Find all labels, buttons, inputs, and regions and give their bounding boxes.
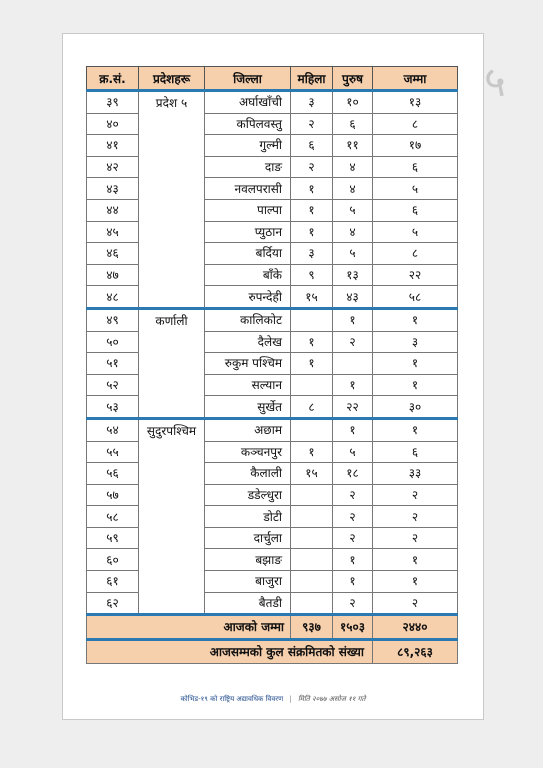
footer-title: कोभिड-१९ को राष्ट्रिय अद्यावधिक विवरण: [180, 695, 284, 703]
cell-total: १: [373, 353, 458, 375]
cell-serial: ५५: [87, 441, 139, 463]
cell-male: १: [333, 308, 373, 331]
cell-female: [291, 592, 333, 615]
cell-total: ३०: [373, 396, 458, 419]
cell-male: १: [333, 418, 373, 441]
cell-female: [291, 308, 333, 331]
header-total: जम्मा: [373, 67, 458, 91]
cell-female: [291, 506, 333, 528]
cell-male: २: [333, 506, 373, 528]
cell-province: सुदुरपश्चिम: [139, 418, 205, 614]
cell-female: ३: [291, 91, 333, 114]
header-male: पुरुष: [333, 67, 373, 91]
page-footer: [63, 695, 483, 704]
cell-male: २: [333, 484, 373, 506]
cell-female: [291, 418, 333, 441]
cell-male: २२: [333, 396, 373, 419]
cell-total: ६: [373, 199, 458, 221]
cell-male: १८: [333, 463, 373, 485]
header-serial: क्र.सं.: [87, 67, 139, 91]
cell-district: नवलपरासी: [205, 178, 291, 200]
cell-district: कञ्चनपुर: [205, 441, 291, 463]
cell-male: १०: [333, 91, 373, 114]
cell-female: १: [291, 441, 333, 463]
cell-district: रुपन्देही: [205, 286, 291, 309]
cell-female: २: [291, 156, 333, 178]
table-row: [87, 418, 458, 441]
cell-total: १: [373, 571, 458, 593]
cell-total: ८: [373, 113, 458, 135]
cell-district: रुकुम पश्चिम: [205, 353, 291, 375]
cell-total: १: [373, 549, 458, 571]
cell-female: [291, 549, 333, 571]
cell-district: दार्चुला: [205, 527, 291, 549]
cell-district: सुर्खेत: [205, 396, 291, 419]
cell-province: कर्णाली: [139, 308, 205, 418]
cell-district: बाजुरा: [205, 571, 291, 593]
cell-district: कपिलवस्तु: [205, 113, 291, 135]
cell-total: १३: [373, 91, 458, 114]
cell-district: दाङ: [205, 156, 291, 178]
cell-serial: ५४: [87, 418, 139, 441]
cell-serial: ४२: [87, 156, 139, 178]
cell-serial: ४५: [87, 221, 139, 243]
cell-male: १: [333, 571, 373, 593]
cell-serial: ५७: [87, 484, 139, 506]
cell-male: २: [333, 592, 373, 615]
today-total-male: १५०३: [333, 615, 373, 640]
cell-serial: ५६: [87, 463, 139, 485]
cell-male: २: [333, 527, 373, 549]
today-total-female: ९३७: [291, 615, 333, 640]
cell-female: ८: [291, 396, 333, 419]
document-page: [62, 33, 484, 720]
header-female: महिला: [291, 67, 333, 91]
cell-male: १: [333, 549, 373, 571]
cell-district: बाँके: [205, 264, 291, 286]
cell-district: दैलेख: [205, 331, 291, 353]
footer-date: मिति २०७७ असोज ११ गते: [297, 695, 366, 703]
cell-province: प्रदेश ५: [139, 91, 205, 309]
cell-male: ५: [333, 243, 373, 265]
cell-female: १: [291, 221, 333, 243]
cell-female: ३: [291, 243, 333, 265]
cell-serial: ५८: [87, 506, 139, 528]
cell-male: ५: [333, 441, 373, 463]
cell-district: सल्यान: [205, 374, 291, 396]
cumulative-label: आजसम्मको कुल संक्रमितको संख्या: [87, 640, 373, 664]
table-header-row: [87, 67, 458, 91]
cell-female: २: [291, 113, 333, 135]
cell-total: १: [373, 374, 458, 396]
cell-total: १: [373, 418, 458, 441]
cell-serial: ५२: [87, 374, 139, 396]
cell-serial: ६१: [87, 571, 139, 593]
cell-serial: ४९: [87, 308, 139, 331]
cell-total: २: [373, 592, 458, 615]
cell-total: ५: [373, 221, 458, 243]
cell-district: डोटी: [205, 506, 291, 528]
header-province: प्रदेशहरू: [139, 67, 205, 91]
cell-serial: ६२: [87, 592, 139, 615]
cell-total: ६: [373, 156, 458, 178]
cell-male: २: [333, 331, 373, 353]
cell-serial: ४८: [87, 286, 139, 309]
cell-district: बर्दिया: [205, 243, 291, 265]
cell-total: ६: [373, 441, 458, 463]
cell-serial: ५०: [87, 331, 139, 353]
cell-male: ४३: [333, 286, 373, 309]
table-row: [87, 308, 458, 331]
cell-serial: ४३: [87, 178, 139, 200]
cell-female: [291, 484, 333, 506]
cell-total: २: [373, 484, 458, 506]
cumulative-value: ८९,२६३: [373, 640, 458, 664]
today-total-all: २४४०: [373, 615, 458, 640]
cell-serial: ५१: [87, 353, 139, 375]
cell-male: ४: [333, 156, 373, 178]
cell-total: ५८: [373, 286, 458, 309]
cell-total: २: [373, 527, 458, 549]
cell-serial: ४४: [87, 199, 139, 221]
cell-serial: ४०: [87, 113, 139, 135]
today-total-row: [87, 615, 458, 640]
cell-district: अर्घाखाँची: [205, 91, 291, 114]
cell-district: कालिकोट: [205, 308, 291, 331]
table-row: [87, 91, 458, 114]
cell-total: ८: [373, 243, 458, 265]
cell-total: ५: [373, 178, 458, 200]
cell-female: १५: [291, 286, 333, 309]
cell-serial: ४१: [87, 135, 139, 157]
cell-total: ३३: [373, 463, 458, 485]
cell-male: [333, 353, 373, 375]
cell-district: कैलाली: [205, 463, 291, 485]
cell-district: बझाङ: [205, 549, 291, 571]
district-case-table: [86, 66, 458, 664]
cell-district: प्युठान: [205, 221, 291, 243]
cell-serial: ५३: [87, 396, 139, 419]
header-district: जिल्ला: [205, 67, 291, 91]
cumulative-row: [87, 640, 458, 664]
cell-male: ११: [333, 135, 373, 157]
cell-male: १३: [333, 264, 373, 286]
cell-district: डडेल्धुरा: [205, 484, 291, 506]
cell-serial: ४७: [87, 264, 139, 286]
cell-serial: ४६: [87, 243, 139, 265]
cell-male: १: [333, 374, 373, 396]
cell-female: [291, 527, 333, 549]
cell-male: ४: [333, 178, 373, 200]
cell-female: ६: [291, 135, 333, 157]
cell-district: गुल्मी: [205, 135, 291, 157]
table-body: [87, 91, 458, 615]
cell-serial: ५९: [87, 527, 139, 549]
page-number: ५: [484, 57, 506, 106]
cell-male: ६: [333, 113, 373, 135]
cell-total: १: [373, 308, 458, 331]
cell-female: ९: [291, 264, 333, 286]
footer-separator: |: [289, 695, 292, 703]
cell-male: ५: [333, 199, 373, 221]
cell-total: १७: [373, 135, 458, 157]
cell-serial: ६०: [87, 549, 139, 571]
cell-male: ४: [333, 221, 373, 243]
cell-female: १५: [291, 463, 333, 485]
cell-female: १: [291, 331, 333, 353]
cell-female: १: [291, 199, 333, 221]
cell-female: १: [291, 353, 333, 375]
cell-total: ३: [373, 331, 458, 353]
cell-female: [291, 374, 333, 396]
cell-female: १: [291, 178, 333, 200]
cell-total: २: [373, 506, 458, 528]
cell-total: २२: [373, 264, 458, 286]
cell-district: अछाम: [205, 418, 291, 441]
cell-female: [291, 571, 333, 593]
cell-district: बैतडी: [205, 592, 291, 615]
today-total-label: आजको जम्मा: [87, 615, 291, 640]
cell-serial: ३९: [87, 91, 139, 114]
cell-district: पाल्पा: [205, 199, 291, 221]
